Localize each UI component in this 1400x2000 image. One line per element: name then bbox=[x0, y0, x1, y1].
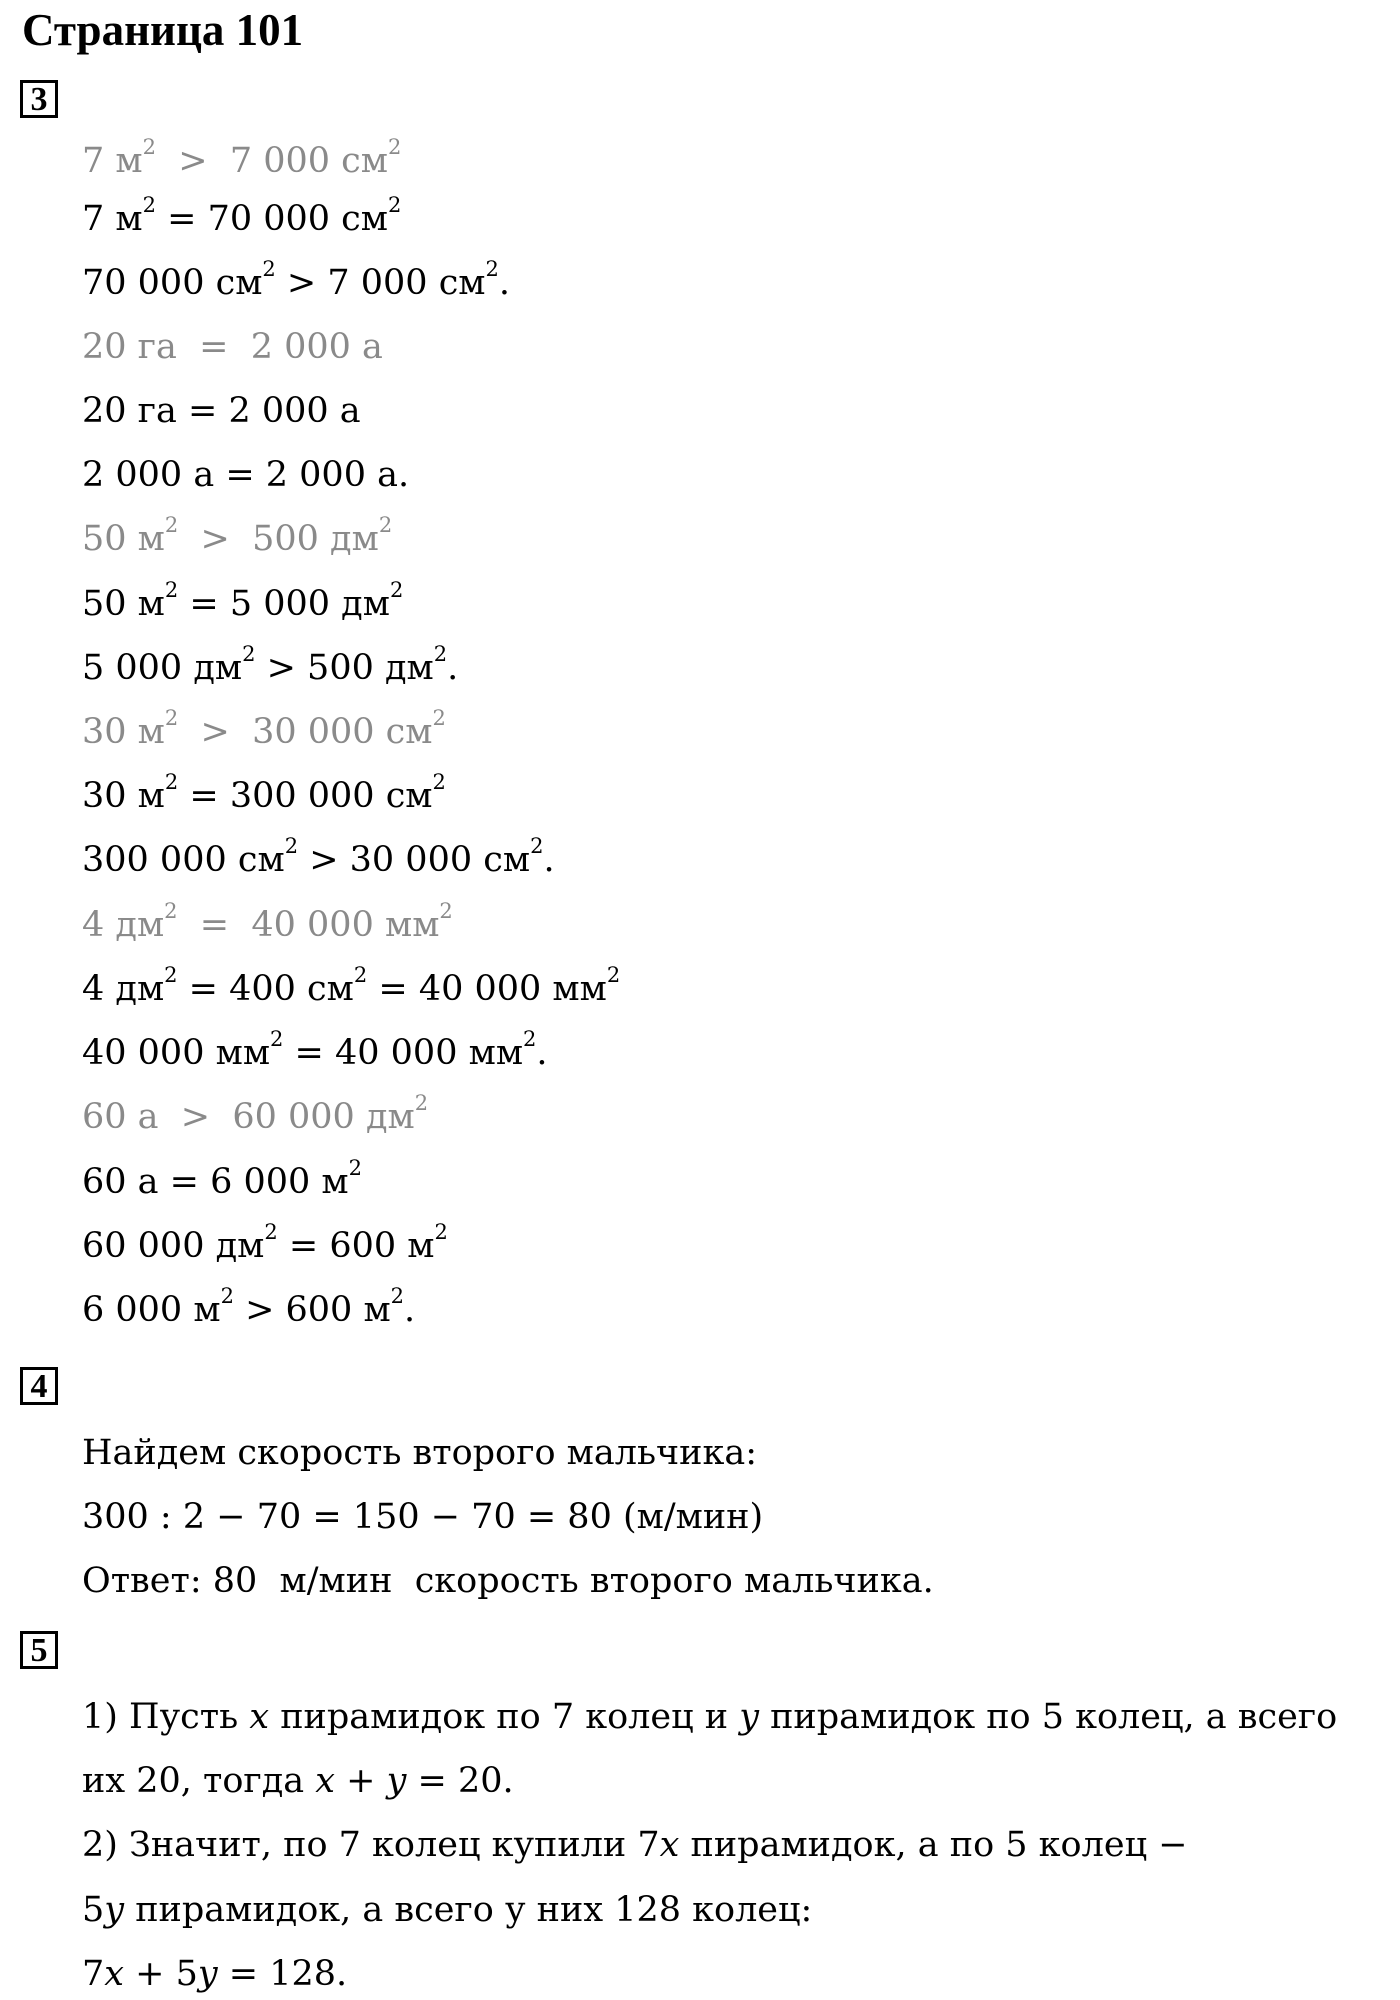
exponent: 2 bbox=[390, 1284, 405, 1309]
solution-line: 60 а = 6 000 $м^2$ bbox=[82, 1156, 363, 1202]
solution-line: 60 000 $дм^2 = 600$ $м^2$ bbox=[82, 1220, 448, 1266]
math-variable: y bbox=[386, 1761, 407, 1801]
math-variable: x bbox=[659, 1825, 680, 1865]
exponent: 2 bbox=[220, 1284, 234, 1309]
exponent: 2 bbox=[432, 706, 446, 731]
exponent: 2 bbox=[389, 578, 404, 603]
solution-line: 2 000 а = 2 000 а. bbox=[82, 455, 410, 495]
exponent: 2 bbox=[262, 257, 276, 282]
exponent: 2 bbox=[523, 1027, 537, 1052]
exponent: 2 bbox=[414, 1091, 429, 1116]
solution-line: 60 а > 60 000 $дм^2$ bbox=[82, 1091, 429, 1137]
exponent: 2 bbox=[353, 963, 368, 988]
solution-line: 300 000 $см^2 > 30$ 000 $см^2$. bbox=[82, 834, 555, 880]
solution-line: 5y пирамидок, а всего у них 128 колец: bbox=[82, 1890, 813, 1930]
exponent: 2 bbox=[284, 834, 299, 859]
solution-line: 7 $м^2 > 7$ 000 $см^2$ bbox=[82, 135, 402, 181]
exponent: 2 bbox=[242, 642, 256, 667]
solution-line: 6 000 $м^2 > 600$ $м^2$. bbox=[82, 1284, 416, 1330]
exponent: 2 bbox=[164, 706, 179, 731]
math-variable: y bbox=[739, 1697, 759, 1737]
task-number-box: 4 bbox=[20, 1367, 58, 1405]
solution-line: 70 000 $см^2 > 7$ 000 $см^2$. bbox=[82, 257, 511, 303]
exponent: 2 bbox=[530, 834, 544, 859]
page-title: Страница 101 bbox=[22, 5, 304, 55]
solution-line: Ответ: 80 м/мин скорость второго мальчика. bbox=[82, 1561, 934, 1601]
exponent: 2 bbox=[270, 1027, 284, 1052]
exponent: 2 bbox=[378, 513, 393, 538]
solution-line: 7x + 5y = 128. bbox=[82, 1954, 348, 1994]
exponent: 2 bbox=[164, 770, 179, 795]
solution-line: 40 000 $мм^2 = 40$ 000 $мм^2$. bbox=[82, 1027, 548, 1073]
solution-line: 50 $м^2 > 500$ $дм^2$ bbox=[82, 513, 393, 559]
math-variable: y bbox=[197, 1954, 218, 1994]
solution-line: 20 га = 2 000 а bbox=[82, 391, 361, 431]
solution-line: 4 $дм^2 = 400$ $см^2 = 40$ 000 $мм^2$ bbox=[82, 963, 621, 1009]
exponent: 2 bbox=[142, 193, 156, 218]
solution-line: Найдем скорость второго мальчика: bbox=[82, 1433, 758, 1473]
exponent: 2 bbox=[432, 770, 446, 795]
exponent: 2 bbox=[264, 1220, 278, 1245]
math-variable: x bbox=[104, 1954, 125, 1994]
exponent: 2 bbox=[164, 963, 178, 988]
task-number-box: 3 bbox=[20, 80, 58, 118]
exponent: 2 bbox=[348, 1156, 363, 1181]
solution-line: 1) Пусть x пирамидок по 7 колец и y пирамидок по 5 колец, а всего bbox=[82, 1697, 1338, 1737]
exponent: 2 bbox=[433, 642, 448, 667]
solution-line: 50 $м^2 = 5$ 000 $дм^2$ bbox=[82, 578, 404, 624]
exponent: 2 bbox=[388, 193, 402, 218]
exponent: 2 bbox=[439, 899, 453, 924]
exponent: 2 bbox=[387, 135, 402, 160]
math-variable: x bbox=[249, 1697, 270, 1737]
solution-line: 30 $м^2 > 30$ 000 $см^2$ bbox=[82, 706, 446, 752]
solution-line: 30 $м^2 = 300$ 000 $см^2$ bbox=[82, 770, 446, 816]
exponent: 2 bbox=[485, 257, 499, 282]
exponent: 2 bbox=[434, 1220, 448, 1245]
exponent: 2 bbox=[164, 513, 179, 538]
solution-line: 20 га = 2 000 а bbox=[82, 327, 383, 367]
math-variable: y bbox=[104, 1890, 125, 1930]
exponent: 2 bbox=[164, 578, 179, 603]
solution-line: 5 000 $дм^2 > 500$ $дм^2$. bbox=[82, 642, 459, 688]
exponent: 2 bbox=[606, 963, 621, 988]
solution-line: 4 $дм^2 = 40$ 000 $мм^2$ bbox=[82, 899, 453, 945]
solution-line: 2) Значит, по 7 колец купили 7x пирамидок, а по 5 колец − bbox=[82, 1825, 1188, 1865]
solution-line: 300 : 2 − 70 = 150 − 70 = 80 (м/мин) bbox=[82, 1497, 764, 1537]
solution-line: их 20, тогда x + y = 20. bbox=[82, 1761, 514, 1801]
exponent: 2 bbox=[142, 135, 156, 160]
task-number-box: 5 bbox=[20, 1631, 58, 1669]
exponent: 2 bbox=[164, 899, 178, 924]
solution-line: 7 $м^2 = 70$ 000 $см^2$ bbox=[82, 193, 402, 239]
math-variable: x bbox=[315, 1761, 336, 1801]
